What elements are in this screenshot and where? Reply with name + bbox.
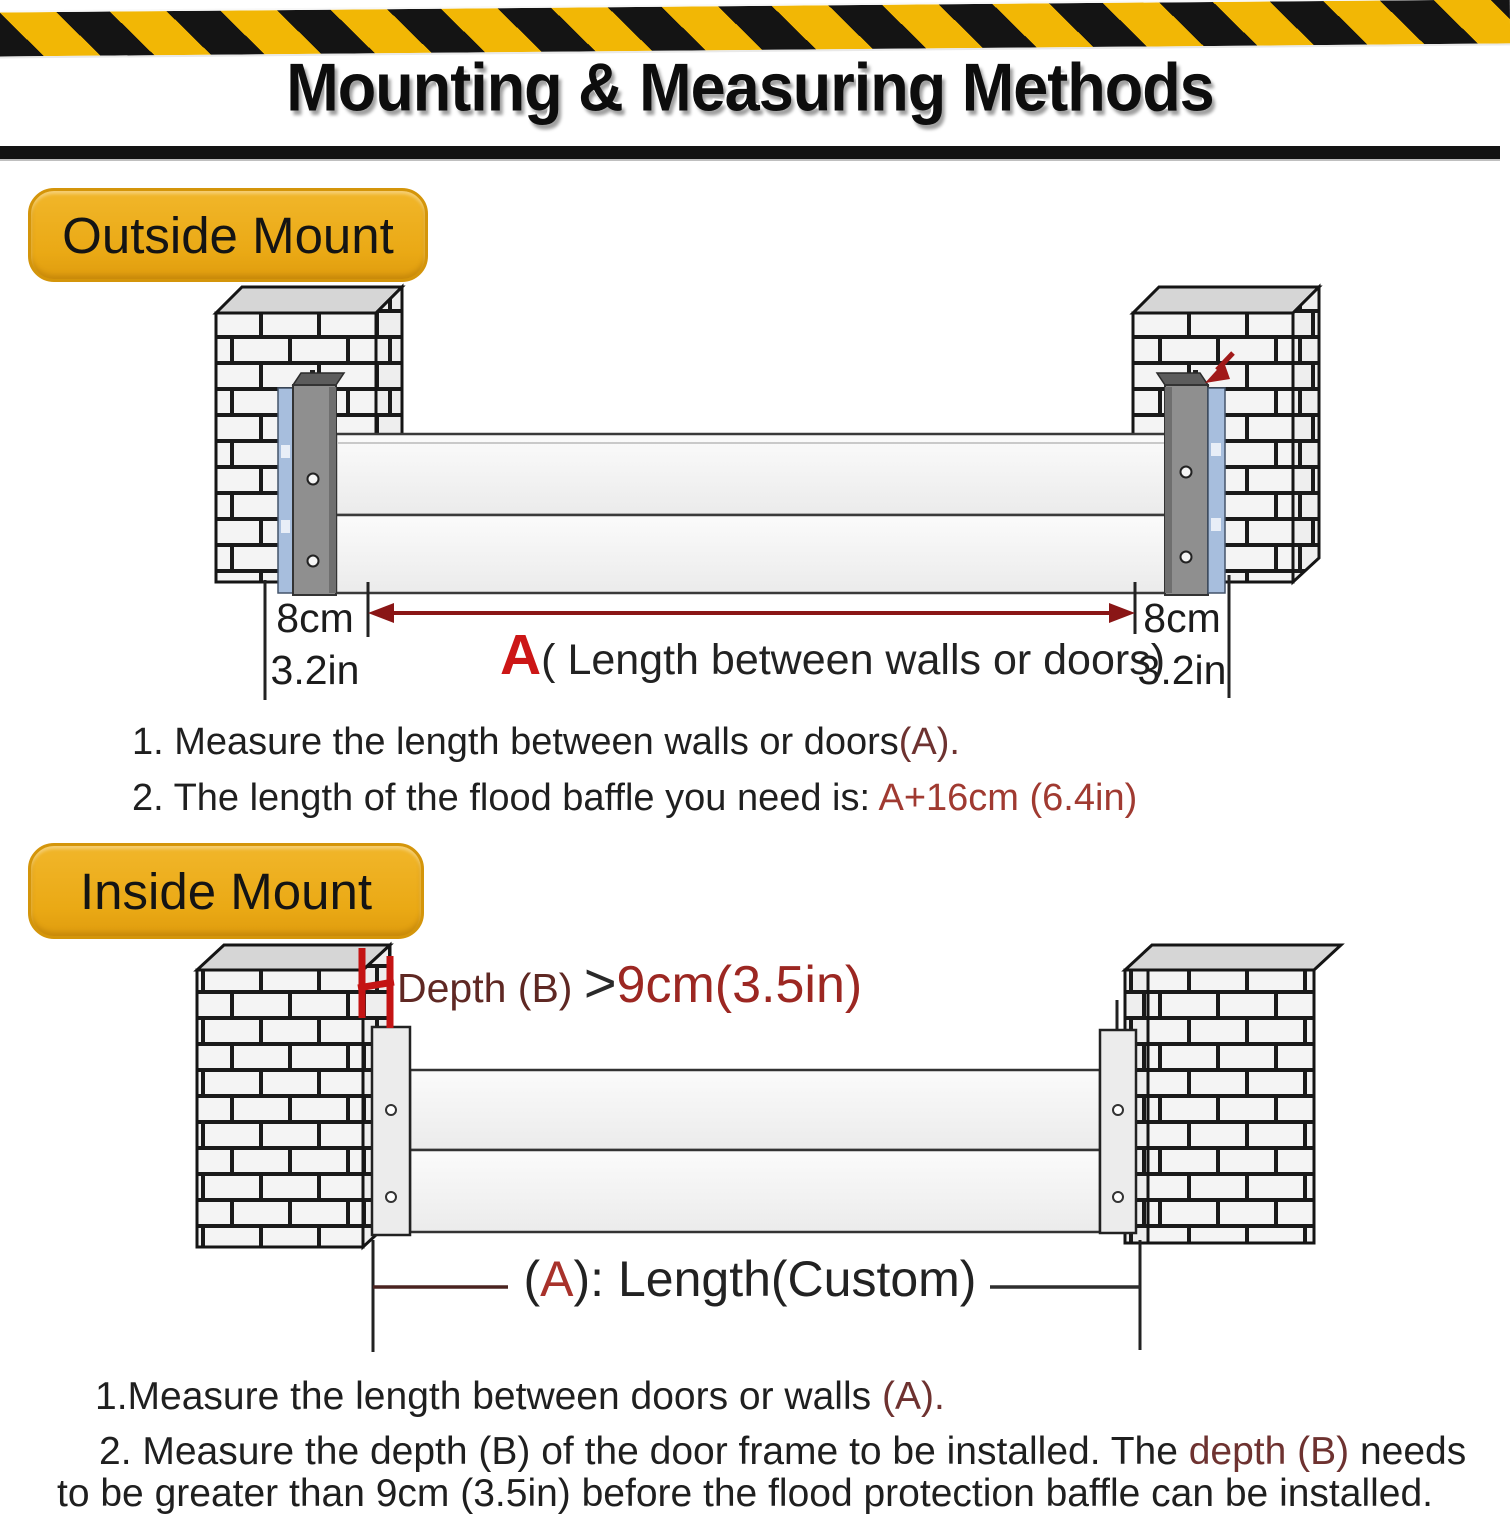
outside-step-1: 1. Measure the length between walls or doors(A). xyxy=(132,721,960,763)
inside-right-rail xyxy=(1100,1000,1136,1233)
inside-step-1: 1.Measure the length between doors or walls (A). xyxy=(95,1375,945,1418)
outside-step-2-highlight: A+16cm (6.4in) xyxy=(878,777,1138,819)
outside-right-bracket xyxy=(1157,353,1233,595)
left-offset-in: 3.2in xyxy=(270,647,360,693)
outside-step-1-highlight: (A). xyxy=(898,721,960,763)
outside-step-2: 2. The length of the flood baffle you need is: A+16cm (6.4in) xyxy=(132,777,1138,819)
left-offset-cm: 8cm xyxy=(276,595,354,641)
left-offset-label xyxy=(258,592,372,696)
inside-mount-badge: Inside Mount xyxy=(28,843,424,939)
inside-step-2-highlight: depth (B) xyxy=(1188,1430,1350,1473)
title-underline xyxy=(0,146,1500,159)
length-a-text: ( Length between walls or doors) xyxy=(541,636,1166,684)
inside-right-pillar xyxy=(1125,945,1341,1243)
page-title: Mounting & Measuring Methods xyxy=(286,50,1214,126)
length-custom-label: (A): Length(Custom) xyxy=(523,1251,977,1307)
inside-step-2-line2: to be greater than 9cm (3.5in) before the flood protection baffle can be installed. xyxy=(57,1472,1433,1515)
outside-mount-steps xyxy=(132,714,1137,826)
right-offset-in: 3.2in xyxy=(1137,647,1227,693)
depth-value: 9cm(3.5in) xyxy=(616,956,863,1014)
custom-a-symbol: A xyxy=(540,1251,574,1307)
inside-barrier-panels xyxy=(410,1070,1100,1232)
greater-than-symbol: > xyxy=(583,951,617,1014)
flood-barrier-panels xyxy=(336,434,1172,593)
length-a-symbol: A xyxy=(500,623,542,687)
depth-b-text: Depth (B) xyxy=(397,965,584,1011)
outside-mount-badge: Outside Mount xyxy=(28,188,428,282)
inside-step-2-line1: 2. Measure the depth (B) of the door frame to be installed. The depth (B) needs xyxy=(99,1430,1467,1473)
right-offset-cm: 8cm xyxy=(1143,595,1221,641)
inside-step-1-highlight: (A). xyxy=(881,1375,945,1418)
outside-left-bracket xyxy=(278,370,344,595)
length-between-walls-label xyxy=(500,622,1165,688)
depth-requirement-label xyxy=(397,950,862,1015)
inside-left-rail xyxy=(372,998,410,1235)
